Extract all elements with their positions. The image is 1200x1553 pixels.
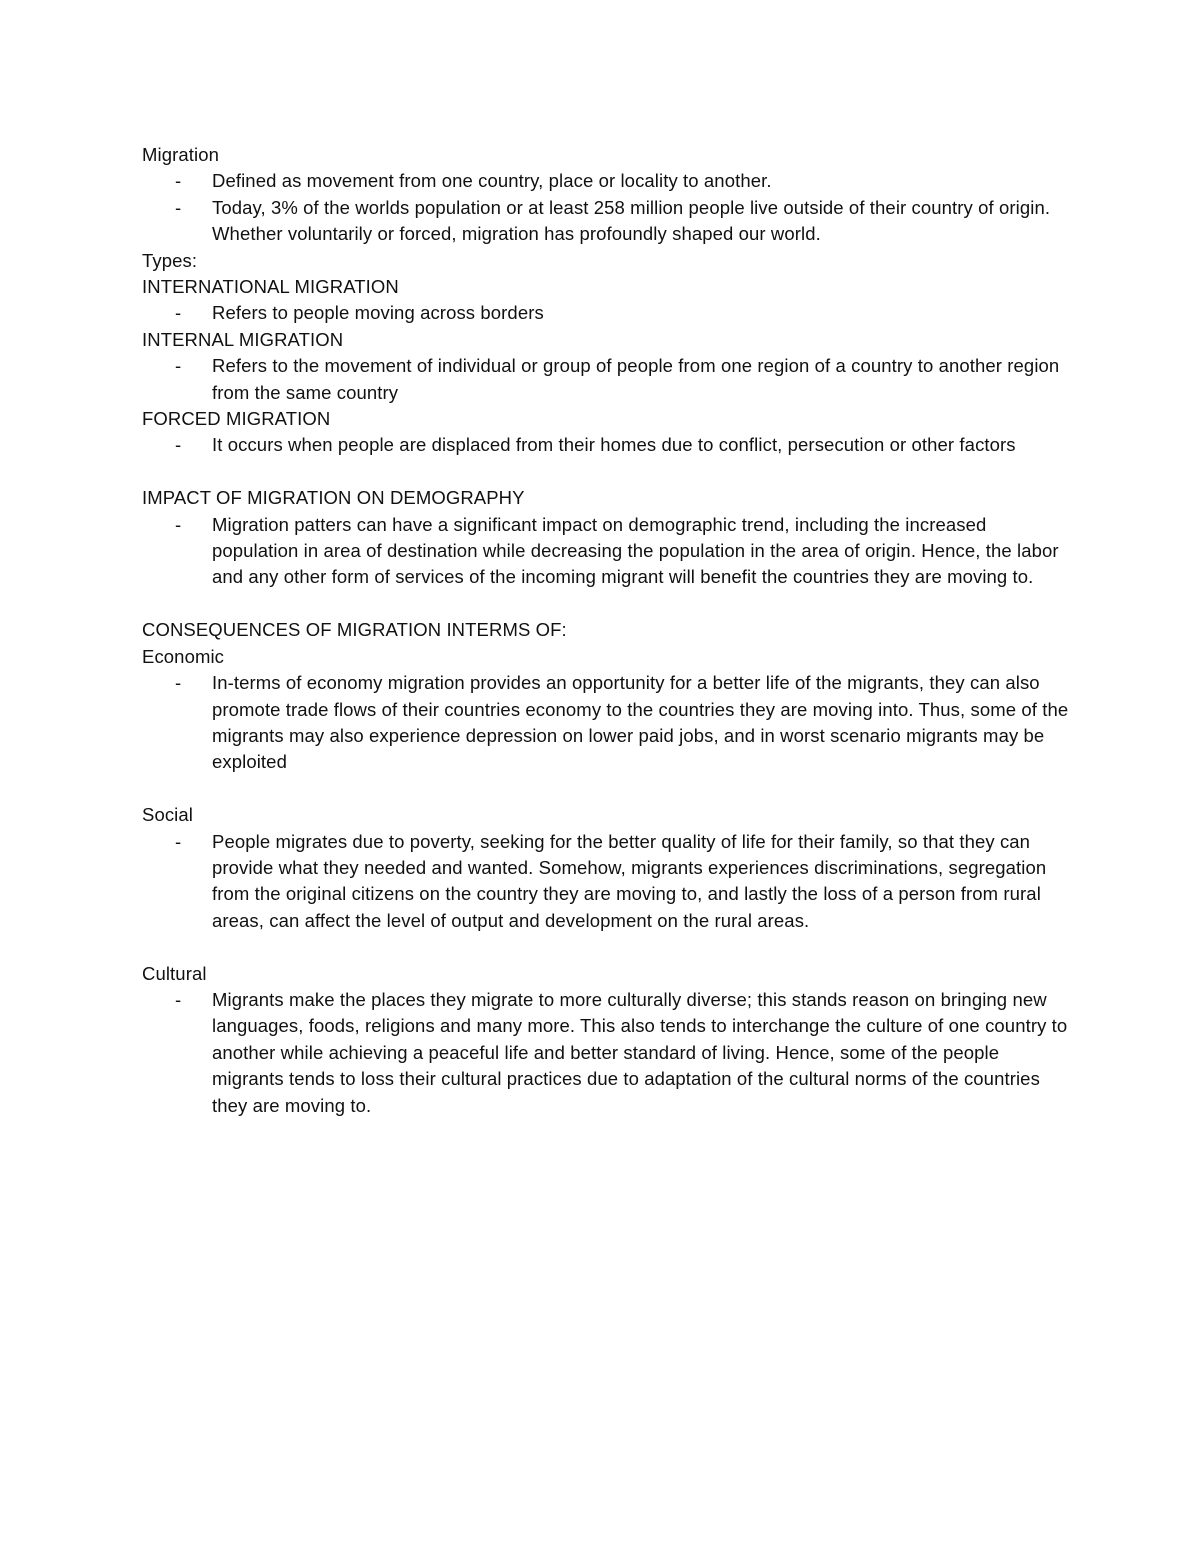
definition-list: [142, 168, 1072, 247]
dash-bullet-icon: -: [175, 830, 182, 852]
paragraph-spacer: [142, 934, 1072, 960]
cultural-list: [142, 987, 1072, 1119]
list-item: [142, 353, 1072, 406]
bullet-text: Defined as movement from one country, place or locality to another.: [212, 170, 772, 192]
bullet-text: Refers to the movement of individual or group of people from one region of a country to another region from the same country: [212, 355, 1060, 403]
dash-bullet-icon: -: [175, 434, 182, 456]
bullet-text: Migration patters can have a significant impact on demographic trend, including the increased population in area of destination while decreasing the population in the area of origin. Hence, the labor and any other form of services of the incoming migrant will benefit the countries they are moving to.: [212, 513, 1059, 588]
list-item: [142, 829, 1072, 935]
dash-bullet-icon: -: [175, 196, 182, 218]
bullet-text: In-terms of economy migration provides an opportunity for a better life of the migrants, they can also promote trade flows of their countries economy to the countries they are moving into. Thus, some of the migrants may also experience depression on lower paid jobs, and in worst scenario migrants may be exploited: [212, 672, 1069, 773]
dash-bullet-icon: -: [175, 513, 182, 535]
list-item: [142, 512, 1072, 591]
types-label: Types:: [142, 249, 198, 271]
dash-bullet-icon: -: [175, 672, 182, 694]
list-item: [142, 168, 1072, 194]
paragraph-spacer: [142, 591, 1072, 617]
bullet-text: Refers to people moving across borders: [212, 302, 544, 324]
list-item: [142, 195, 1072, 248]
social-list: [142, 829, 1072, 935]
subheading-social: Social: [142, 804, 193, 826]
impact-list: [142, 512, 1072, 591]
document-title: Migration: [142, 144, 219, 165]
section-heading-impact: IMPACT OF MIGRATION ON DEMOGRAPHY: [142, 487, 525, 509]
section-heading-forced: FORCED MIGRATION: [142, 408, 331, 430]
subheading-economic: Economic: [142, 645, 225, 667]
subheading-cultural: Cultural: [142, 962, 207, 984]
economic-list: [142, 670, 1072, 776]
section-heading-internal: INTERNAL MIGRATION: [142, 328, 344, 350]
section-heading-consequences: CONSEQUENCES OF MIGRATION INTERMS OF:: [142, 619, 567, 641]
bullet-text: People migrates due to poverty, seeking for the better quality of life for their family, so that they can provide what they needed and wanted. Somehow, migrants experiences discriminations, segregation from the original citizens on the country they are moving to, and lastly the loss of a person from rural areas, can affect the level of output and development on the rural areas.: [212, 830, 1047, 931]
internal-list: [142, 353, 1072, 406]
list-item: [142, 432, 1072, 458]
paragraph-spacer: [142, 776, 1072, 802]
list-item: [142, 670, 1072, 776]
bullet-text: Migrants make the places they migrate to more culturally diverse; this stands reason on bringing new languages, foods, religions and many more. This also tends to interchange the culture of one country to another while achieving a peaceful life and better standard of living. Hence, some of the people migrants tends to loss their cultural practices due to adaptation of the cultural norms of the countries they are moving to.: [212, 988, 1068, 1116]
dash-bullet-icon: -: [175, 355, 182, 377]
list-item: [142, 300, 1072, 326]
dash-bullet-icon: -: [175, 988, 182, 1010]
dash-bullet-icon: -: [175, 302, 182, 324]
list-item: [142, 987, 1072, 1119]
bullet-text: Today, 3% of the worlds population or at least 258 million people live outside of their country of origin. Whether voluntarily or forced, migration has profoundly shaped our world.: [212, 196, 1051, 245]
forced-list: [142, 432, 1072, 458]
section-heading-international: INTERNATIONAL MIGRATION: [142, 276, 399, 298]
international-list: [142, 300, 1072, 326]
dash-bullet-icon: -: [175, 170, 182, 192]
paragraph-spacer: [142, 459, 1072, 485]
bullet-text: It occurs when people are displaced from their homes due to conflict, persecution or other factors: [212, 434, 1016, 456]
document-body: [142, 142, 1072, 1119]
